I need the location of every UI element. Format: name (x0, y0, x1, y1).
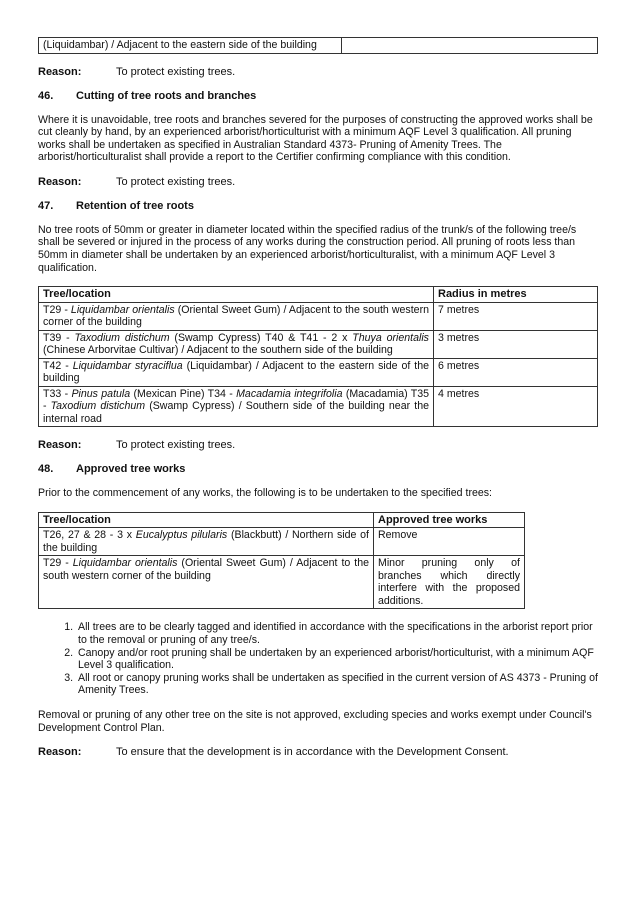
section-47-paragraph: No tree roots of 50mm or greater in diameter located within the specified radius of the trunk/s of the following tree/s shall be severed or injured in the process of any works during the construction period. All pruning of roots less than 50mm in diameter shall be undertaken by an experienced arborist/horticulturalist, with a minimum AQF Level 3 qualification. (38, 223, 577, 274)
tree-cell (39, 528, 374, 556)
numbered-list (38, 621, 598, 697)
species-name: Pinus patula (71, 387, 131, 400)
list-item: 2. Canopy and/or root pruning shall be undertaken by an experienced arborist/horticulturist, with a minimum AQF Level 3 qualification. (76, 647, 598, 672)
section-46-heading (38, 90, 598, 102)
text-run: (Swamp Cypress) T40 & T41 - 2 x (169, 331, 353, 344)
text-run: T29 - (43, 303, 71, 316)
text-run: (Swamp Cypress) / Southern side of the building near the internal road (43, 400, 429, 425)
species-name: Liquidambar orientalis (70, 303, 175, 316)
text-run: T29 - (43, 557, 73, 570)
text-run: T26, 27 & 28 - 3 x (43, 529, 136, 542)
species-name: Eucalyptus pilularis (135, 529, 228, 542)
table-row (39, 330, 598, 358)
table-cell: (Liquidambar) / Adjacent to the eastern side of the building (39, 38, 342, 54)
tree-cell (39, 330, 434, 358)
radius-cell: 3 metres (434, 330, 598, 358)
species-name: Taxodium distichum (50, 400, 146, 413)
text-run: (Blackbutt) / Northern side of the building (43, 529, 370, 554)
reason-45 (38, 66, 598, 78)
section-48-closing: Removal or pruning of any other tree on the site is not approved, excluding species and works exempt under Council's Development Control Plan. (38, 708, 592, 734)
reason-46 (38, 176, 598, 188)
section-48-intro: Prior to the commencement of any works, the following is to be undertaken to the specified trees: (38, 487, 493, 500)
works-cell: Remove (374, 528, 525, 556)
reason-48 (38, 746, 598, 758)
section-46-paragraph: Where it is unavoidable, tree roots and branches severed for the purposes of constructing the approved works shall be cut cleanly by hand, by an experienced arborist/horticulturist with a minimum AQF Level 3 qualification. All pruning works shall be undertaken as specified in Australian Standard 4373- Pruning of Amenity Trees. The arborist/horticulturalist shall provide a report to the Certifier confirming compliance with this condition. (38, 113, 593, 164)
tree-cell (39, 556, 374, 609)
text-run: (Macadamia) T35 - (43, 387, 430, 413)
top-table (38, 37, 598, 54)
reason-label: Reason: (38, 65, 82, 78)
column-header-tree: Tree/location (39, 287, 434, 303)
section-title: Approved tree works (76, 463, 186, 476)
species-name: Macadamia integrifolia (236, 387, 343, 400)
reason-text: To protect existing trees. (116, 439, 236, 452)
column-header-works: Approved tree works (374, 512, 525, 528)
text-run: (Mexican Pine) T34 - (130, 387, 237, 400)
text-run: (Chinese Arborvitae Cultivar) / Adjacent to the southern side of the building (43, 344, 393, 357)
table-cell-empty (342, 38, 598, 54)
list-item: 3. All root or canopy pruning works shall be undertaken as specified in the current version of AS 4373 - Pruning of Amenity Trees. (76, 672, 598, 697)
reason-label: Reason: (38, 175, 82, 188)
section-title: Cutting of tree roots and branches (76, 89, 257, 102)
column-header-radius: Radius in metres (434, 287, 598, 303)
text-run: T42 - (43, 359, 73, 372)
list-item: 1. All trees are to be clearly tagged and identified in accordance with the specifications in the arborist report prior to the removal or pruning of any tree/s. (76, 621, 598, 646)
text-run: T39 - (43, 331, 75, 344)
table-row (39, 556, 525, 609)
table-row (39, 386, 598, 427)
reason-47 (38, 439, 598, 451)
tree-cell (39, 386, 434, 427)
reason-label: Reason: (38, 439, 82, 452)
section-title: Retention of tree roots (76, 199, 194, 212)
table-row (39, 302, 598, 330)
section-47-heading (38, 200, 598, 212)
section-number: 46. (38, 89, 54, 102)
text-run: (Oriental Sweet Gum) / Adjacent to the south western corner of the building (43, 557, 369, 582)
radius-cell: 4 metres (434, 386, 598, 427)
tree-cell (39, 358, 434, 386)
reason-label: Reason: (38, 746, 82, 759)
document-page (38, 0, 598, 758)
column-header-tree: Tree/location (39, 512, 374, 528)
table-header-row (39, 512, 525, 528)
section-48-heading (38, 463, 598, 475)
reason-text: To ensure that the development is in accordance with the Development Consent. (116, 746, 509, 759)
table-header-row (39, 287, 598, 303)
species-name: Liquidambar orientalis (72, 557, 178, 570)
species-name: Taxodium distichum (74, 331, 170, 344)
tree-cell (39, 302, 434, 330)
text-run: (Oriental Sweet Gum) / Adjacent to the south western corner of the building (43, 303, 429, 329)
text-run: (Liquidambar) / Adjacent to the eastern side of the building (43, 359, 430, 385)
table-row (39, 358, 598, 386)
text-run: T33 - (43, 387, 72, 400)
section-number: 48. (38, 463, 54, 476)
species-name: Thuya orientalis (352, 331, 429, 344)
works-cell: Minor pruning only of branches which directly interfere with the proposed additions. (374, 556, 525, 609)
reason-text: To protect existing trees. (116, 175, 236, 188)
root-radius-table (38, 286, 598, 427)
radius-cell: 6 metres (434, 358, 598, 386)
section-number: 47. (38, 199, 54, 212)
reason-text: To protect existing trees. (116, 65, 236, 78)
radius-cell: 7 metres (434, 302, 598, 330)
approved-works-table (38, 512, 525, 610)
species-name: Liquidambar styraciflua (72, 359, 183, 372)
table-row (39, 38, 598, 54)
table-row (39, 528, 525, 556)
